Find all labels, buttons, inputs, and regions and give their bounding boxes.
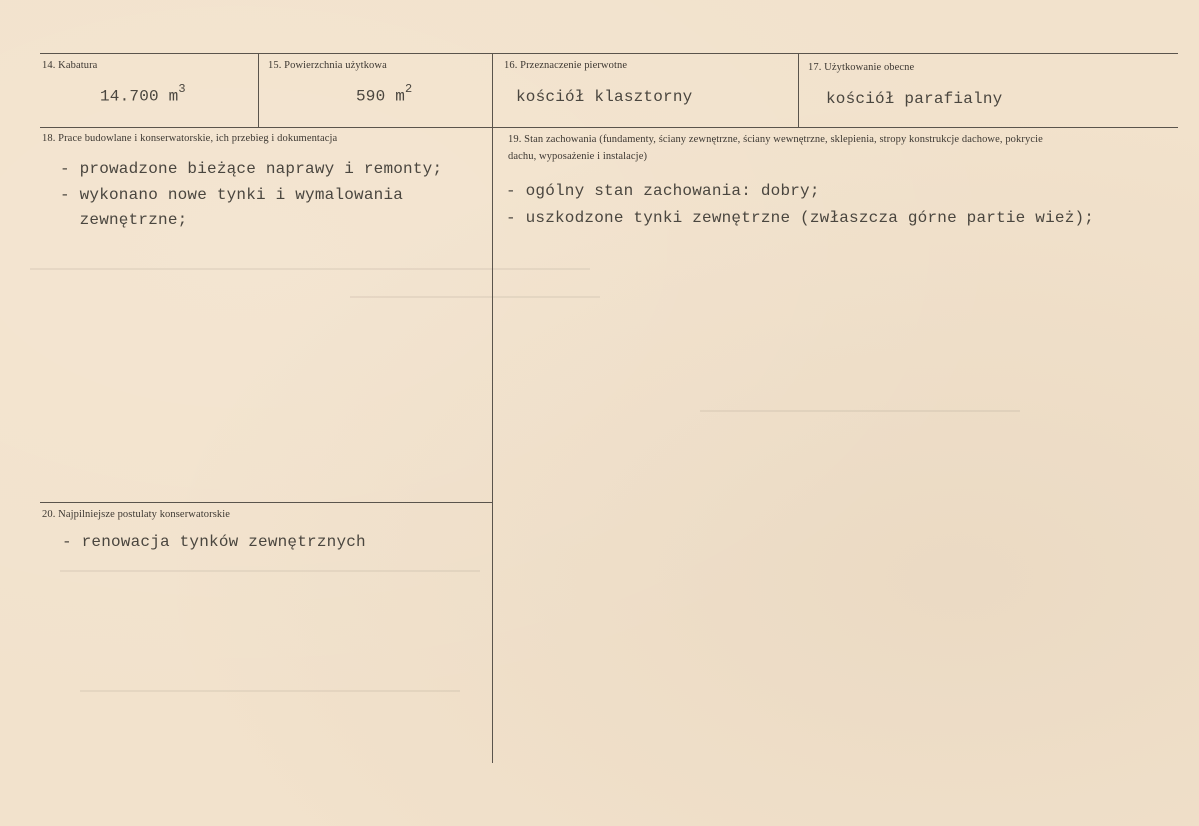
field-17-label: 17. Użytkowanie obecne: [808, 62, 915, 73]
field-15-value: 590 $m^2$: [356, 82, 413, 106]
column-rule: [258, 53, 259, 127]
field-17-value: kościół parafialny: [826, 90, 1003, 108]
show-through-mark: [60, 570, 480, 572]
center-rule: [492, 53, 493, 763]
field-19-label: 19. Stan zachowania (fundamenty, ściany zewnętrzne, ściany wewnętrzne, sklepienia, stropy konstrukcje dachowe, pokrycie dachu, wyposażenie i instalacje): [508, 134, 1043, 162]
field-19-line: - uszkodzone tynki zewnętrzne (zwłaszcza górne partie wież);: [506, 209, 1095, 227]
column-rule: [798, 53, 799, 127]
field-14-value: 14.700 $m^3$: [100, 82, 186, 106]
field-18-line: zewnętrzne;: [60, 211, 188, 229]
section-rule: [40, 502, 493, 503]
row-rule: [40, 127, 1178, 128]
show-through-mark: [30, 268, 590, 270]
show-through-mark: [700, 410, 1020, 412]
field-18-line: - wykonano nowe tynki i wymalowania: [60, 186, 404, 204]
field-14-label: 14. Kabatura: [42, 60, 98, 71]
field-16-value: kościół klasztorny: [516, 88, 693, 106]
top-rule: [40, 53, 1178, 54]
show-through-mark: [350, 296, 600, 298]
field-16-label: 16. Przeznaczenie pierwotne: [504, 60, 628, 71]
field-18-label: 18. Prace budowlane i konserwatorskie, ich przebieg i dokumentacja: [42, 133, 338, 144]
field-18-line: - prowadzone bieżące naprawy i remonty;: [60, 160, 443, 178]
show-through-mark: [80, 690, 460, 692]
field-20-label: 20. Najpilniejsze postulaty konserwatorskie: [42, 509, 231, 520]
field-19-line: - ogólny stan zachowania: dobry;: [506, 182, 820, 200]
field-20-line: - renowacja tynków zewnętrznych: [62, 533, 366, 551]
field-15-label: 15. Powierzchnia użytkowa: [268, 60, 387, 71]
